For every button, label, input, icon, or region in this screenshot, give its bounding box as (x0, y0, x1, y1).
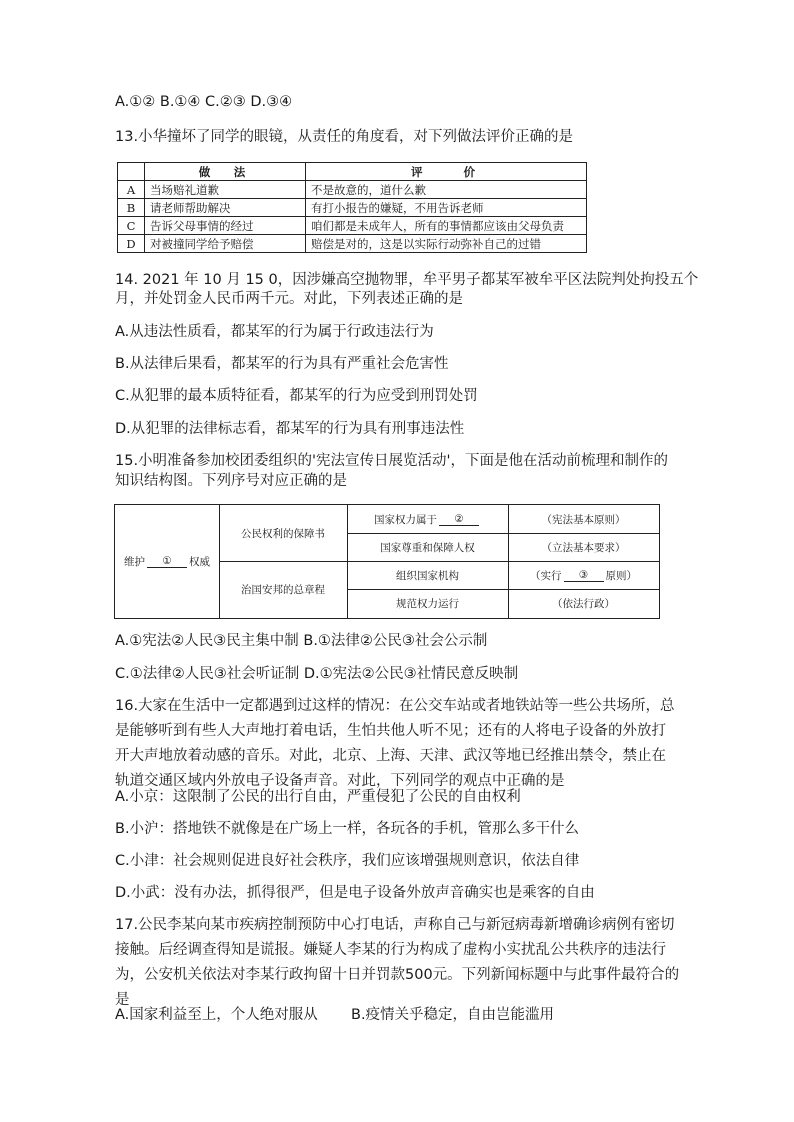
blank-2: ② (439, 513, 479, 526)
table-row: A 当场赔礼道歉 不是故意的，道什么歉 (118, 181, 587, 199)
blank-3: ③ (564, 569, 604, 582)
q17-stem: 17.公民李某向某市疾病控制预防中心打电话，声称自己与新冠病毒新增确诊病例有密切接触。后经调查得知是谎报。嫌疑人李某的行为构成了虚构小实扰乱公共秩序的违法行为，公安机关依法对李某行政拘留十日并罚款500元。下列新闻标题中与此事件最符合的是 (115, 917, 680, 1008)
column-header-action: 做 法 (145, 163, 306, 181)
q17-option-b: B.疫情关乎稳定，自由岂能滥用 (351, 1007, 555, 1023)
q15-stem-line1: 15.小明准备参加校团委组织的'宪法宣传日展览活动'，下面是他在活动前梳理和制作的 (115, 453, 669, 469)
diagram-root: 维护 ① 权威 (124, 555, 210, 568)
diagram-leaf-2: 国家尊重和保障人权 (380, 541, 475, 554)
q16-option-a: A.小京：这限制了公民的出行自由，严重侵犯了公民的自由权利 (115, 789, 521, 805)
table-row: C 告诉父母事情的经过 咱们都是未成年人，所有的事情都应该由父母负责 (118, 217, 587, 235)
diagram-note-4: （依法行政） (552, 598, 615, 610)
q14-option-c: C.从犯罪的最本质特征看，都某军的行为应受到刑罚处罚 (115, 388, 478, 404)
column-header-evaluation: 评 价 (306, 163, 587, 181)
q14-stem-line1: 14. 2021 年 10 月 15 0，因涉嫌高空抛物罪，牟平男子都某军被牟平区法院判处拘投五个 (115, 272, 699, 288)
q15-stem-line2: 知识结构图。下列序号对应正确的是 (115, 473, 347, 489)
diagram-leaf-3: 组织国家机构 (396, 569, 459, 582)
knowledge-structure-diagram (114, 504, 660, 619)
diagram-branch-rights: 公民权利的保障书 (241, 527, 325, 540)
diagram-leaf-1: 国家权力属于 ② (347, 505, 508, 533)
q13-stem: 13.小华撞坏了同学的眼镜，从责任的角度看，对下列做法评价正确的是 (115, 129, 574, 145)
q12-options: A.①② B.①④ C.②③ D.③④ (115, 94, 293, 110)
q17-option-a: A.国家利益至上，个人绝对服从 (115, 1007, 318, 1023)
q16-stem: 16.大家在生活中一定都遇到过这样的情况：在公交车站或者地铁站等一些公共场所，总是能够听到有些人大声地打着电话，生怕共他人听不见；还有的人将电子设备的外放打开大声地放着动感的音乐。对此，北京、上海、天津、武汉等地已经推出禁令，禁止在轨道交通区域内外放电子设备声音。对此，下列同学的观点中正确的是 (115, 698, 675, 789)
q15-options-line1: A.①宪法②人民③民主集中制 B.①法律②公民③社会公示制 (115, 633, 488, 649)
q16-option-c: C.小津：社会规则促进良好社会秩序，我们应该增强规则意识，依法自律 (115, 853, 580, 869)
diagram-branch-governance: 治国安邦的总章程 (241, 584, 325, 596)
q16-option-b: B.小沪：搭地铁不就像是在广场上一样，各玩各的手机，管那么多干什么 (115, 821, 580, 837)
q14-option-a: A.从违法性质看，都某军的行为属于行政违法行为 (115, 324, 434, 340)
q15-options-line2: C.①法律②人民③社会听证制 D.①宪法②公民③社情民意反映制 (115, 666, 519, 682)
diagram-note-1: （宪法基本原则） (541, 513, 626, 526)
diagram-note-2: （立法基本要求） (541, 541, 626, 554)
q14-stem-line2: 月，并处罚金人民币两千元。对此，下列表述正确的是 (115, 291, 463, 307)
diagram-leaf-4: 规范权力运行 (396, 598, 459, 610)
blank-1: ① (147, 555, 187, 568)
q16-option-d: D.小武：没有办法，抓得很严，但是电子设备外放声音确实也是乘客的自由 (115, 885, 595, 901)
diagram-note-3: （实行 ③ 原则） (530, 568, 637, 582)
table-header-row (118, 163, 587, 181)
table-row: B 请老师帮助解决 有打小报告的嫌疑，不用告诉老师 (118, 199, 587, 217)
q14-option-d: D.从犯罪的法律标志看，都某军的行为具有刑事违法性 (115, 421, 465, 437)
q14-option-b: B.从法律后果看，都某军的行为具有严重社会危害性 (115, 356, 449, 372)
q13-table (117, 162, 587, 253)
table-row: D 对被撞同学给予赔偿 赔偿是对的，这是以实际行动弥补自己的过错 (118, 235, 587, 253)
